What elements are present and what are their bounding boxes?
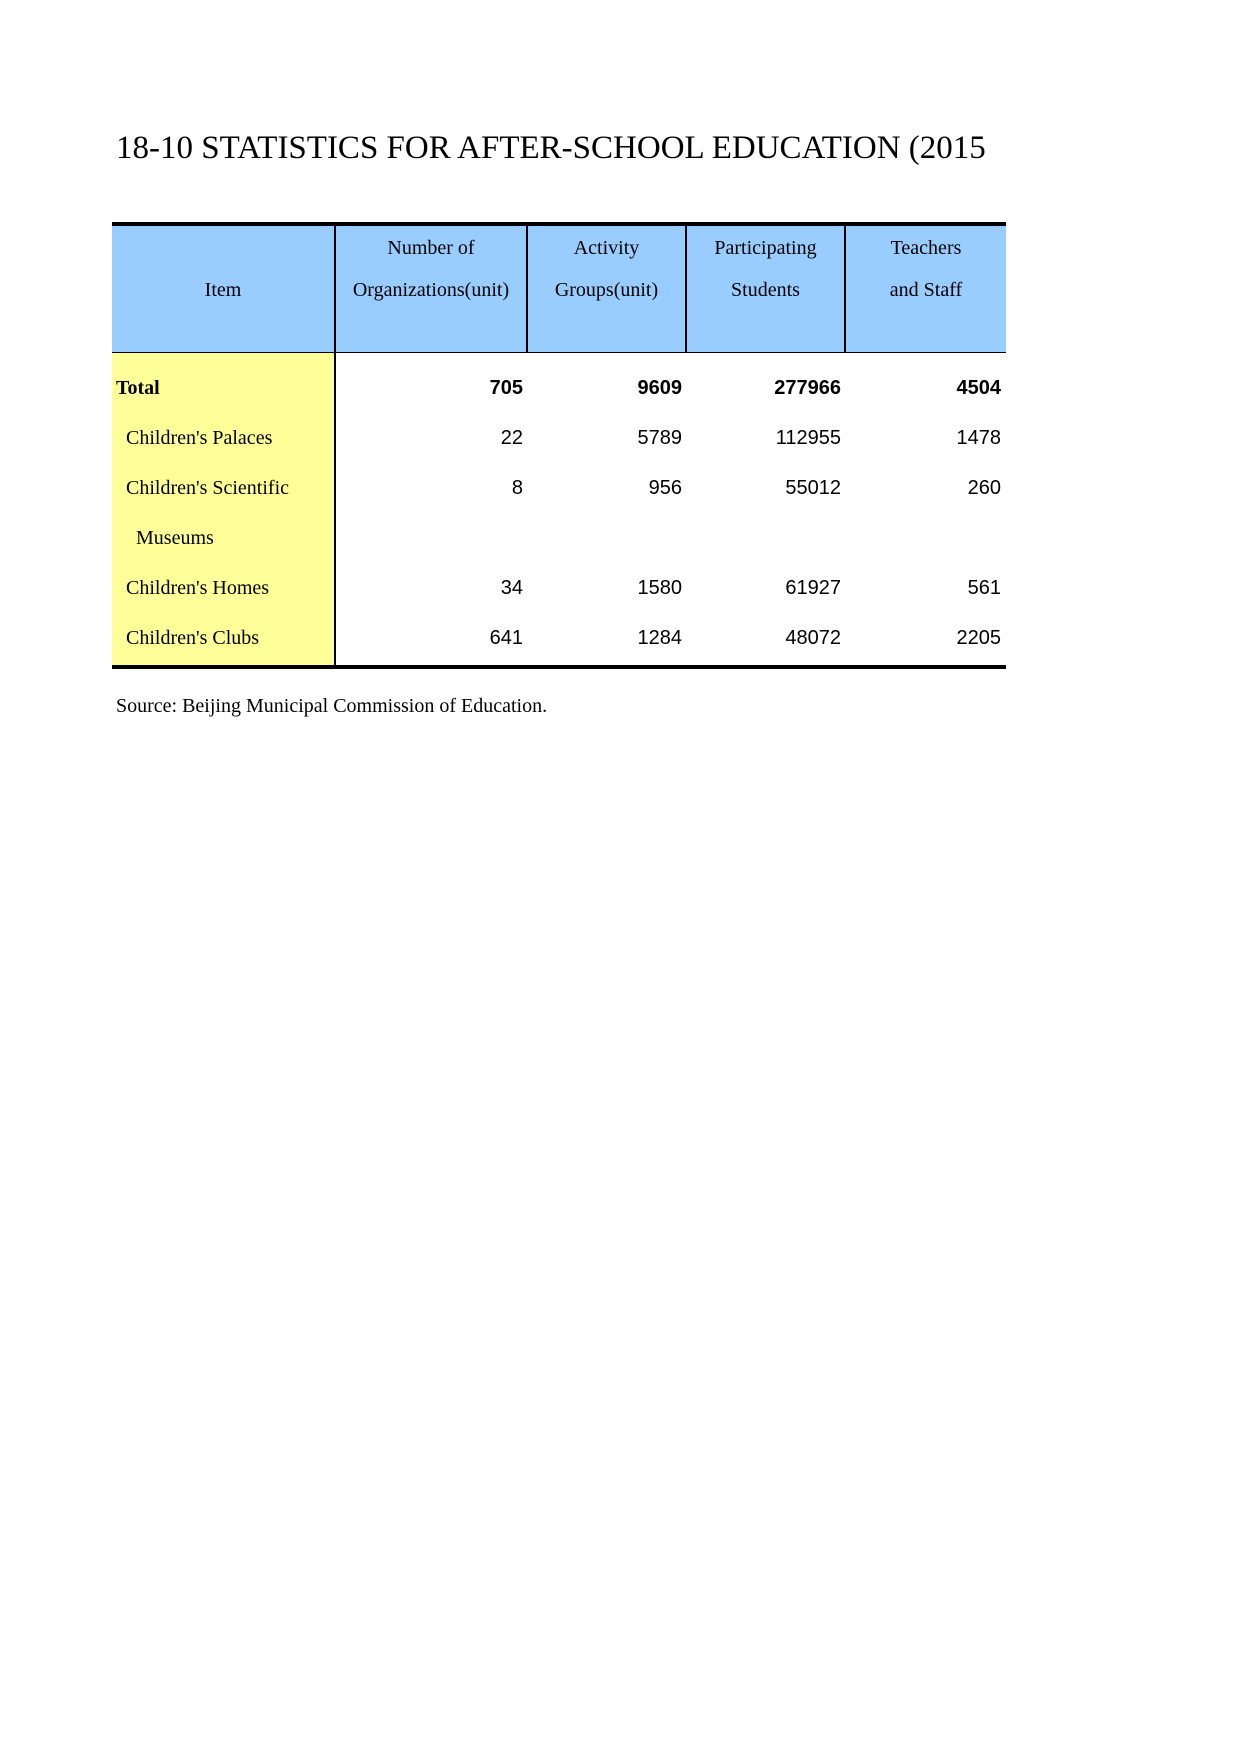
cell-organizations: 705 — [489, 376, 523, 399]
row-label-homes: Children's Homes — [126, 577, 270, 599]
header-teachers-staff — [846, 226, 1006, 352]
statistics-table — [112, 222, 1006, 669]
cell-activity-groups: 5789 — [637, 426, 682, 449]
cell-teachers-staff: 561 — [967, 576, 1001, 599]
header-activity-groups-line2: Groups(unit) — [554, 279, 659, 301]
header-activity-groups-line1: Activity — [573, 237, 640, 259]
table-row — [336, 563, 1006, 613]
header-participating-students-line2: Students — [731, 279, 800, 301]
table-row — [112, 363, 334, 413]
row-label-museums: Museums — [136, 527, 214, 549]
cell-participating-students: 48072 — [785, 626, 841, 649]
header-activity-groups — [528, 226, 687, 352]
header-participating-students — [687, 226, 846, 352]
table-row — [112, 463, 334, 513]
header-teachers-staff-line1: Teachers — [890, 237, 962, 259]
header-participating-students-line1: Participating — [714, 237, 817, 259]
table-row — [112, 513, 334, 563]
table-row — [112, 613, 334, 663]
cell-teachers-staff: 1478 — [956, 426, 1001, 449]
cell-participating-students: 55012 — [785, 476, 841, 499]
row-label-clubs: Children's Clubs — [126, 627, 260, 649]
data-columns — [336, 353, 1006, 665]
cell-organizations: 8 — [511, 476, 523, 499]
cell-teachers-staff: 260 — [967, 476, 1001, 499]
row-label-palaces: Children's Palaces — [126, 427, 273, 449]
cell-activity-groups: 956 — [648, 476, 682, 499]
row-label-scientific: Children's Scientific — [126, 477, 290, 499]
header-teachers-staff-line2: and Staff — [889, 279, 963, 301]
source-note: Source: Beijing Municipal Commission of Education. — [116, 695, 548, 717]
table-bottom-rule — [112, 665, 1006, 669]
page-title: 18-10 STATISTICS FOR AFTER-SCHOOL EDUCATION (2015 — [116, 130, 986, 166]
table-header — [112, 226, 1006, 352]
table-row — [336, 463, 1006, 513]
cell-activity-groups: 1284 — [637, 626, 682, 649]
header-organizations-line2: Organizations(unit) — [352, 279, 510, 301]
cell-participating-students: 277966 — [774, 376, 841, 399]
cell-activity-groups: 9609 — [637, 376, 682, 399]
cell-teachers-staff: 4504 — [956, 376, 1001, 399]
table-body — [112, 353, 1006, 665]
cell-teachers-staff: 2205 — [956, 626, 1001, 649]
cell-organizations: 22 — [500, 426, 523, 449]
cell-participating-students: 112955 — [775, 426, 841, 449]
cell-activity-groups: 1580 — [637, 576, 682, 599]
cell-organizations: 641 — [489, 626, 523, 649]
table-row — [336, 513, 1006, 563]
header-item — [112, 226, 336, 352]
header-organizations-line1: Number of — [387, 237, 475, 259]
table-row — [112, 563, 334, 613]
item-column — [112, 353, 336, 665]
table-row — [336, 613, 1006, 663]
table-row — [336, 413, 1006, 463]
header-item-label: Item — [204, 279, 242, 301]
cell-organizations: 34 — [500, 576, 523, 599]
header-organizations — [336, 226, 528, 352]
table-row — [112, 413, 334, 463]
table-row — [336, 363, 1006, 413]
row-label-total: Total — [116, 377, 160, 399]
cell-participating-students: 61927 — [785, 576, 841, 599]
